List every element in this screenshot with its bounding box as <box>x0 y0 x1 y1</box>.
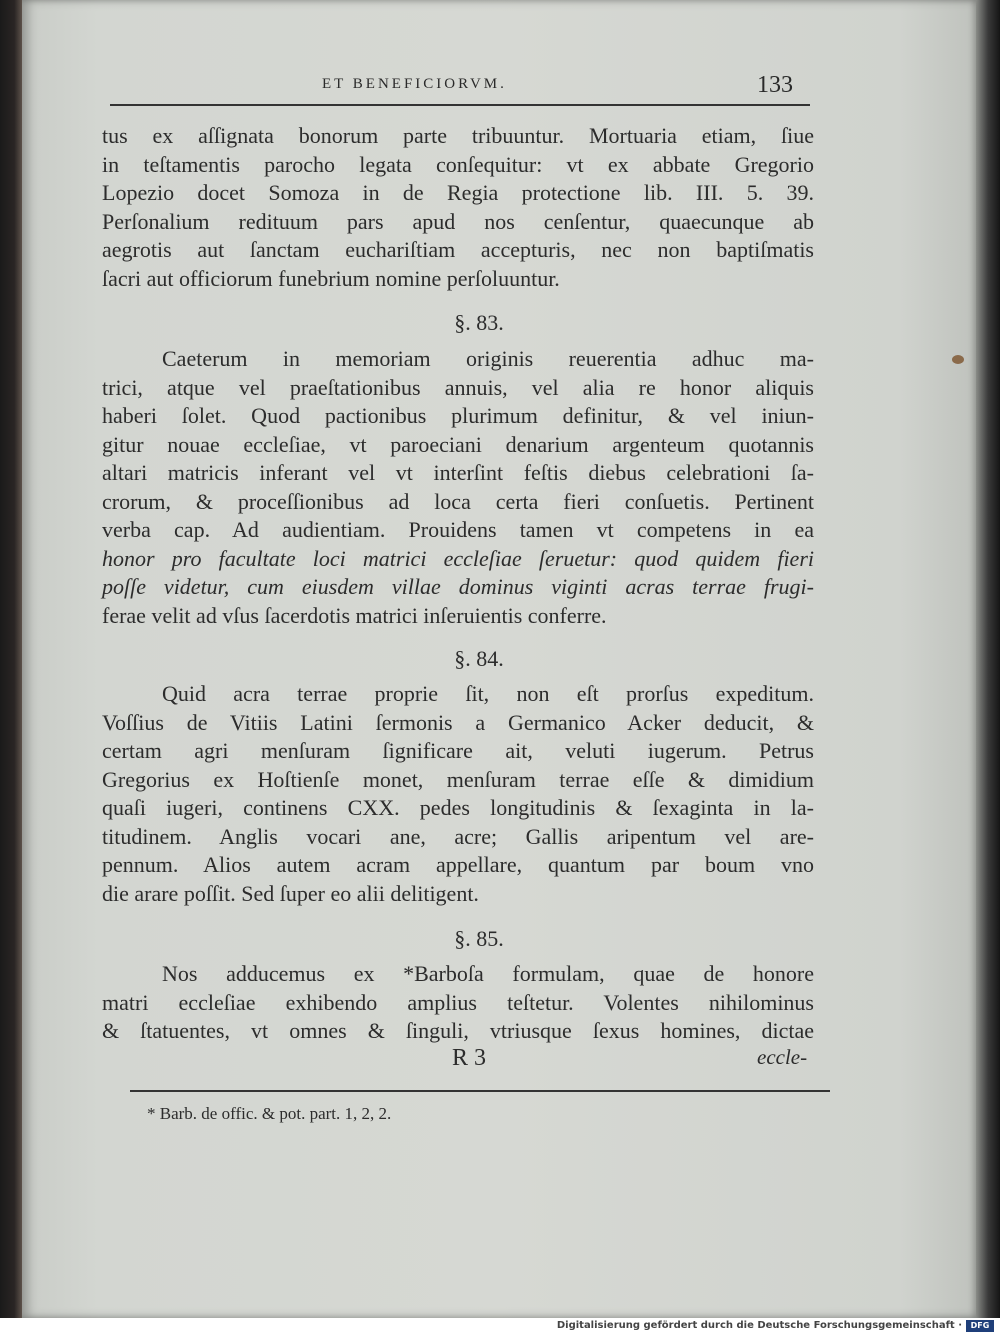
text-line: matri eccleſiae exhibendo amplius teſtetur. Volentes nihilominus <box>102 989 814 1015</box>
text-line: die arare poſſit. Sed ſuper eo alii delitigent. <box>102 880 479 906</box>
text-line: tus ex aſſignata bonorum parte tribuuntur. Mortuaria etiam, ſiue <box>102 123 814 148</box>
text-line: Quid acra terrae proprie ſit, non eſt prorſus expeditum. <box>162 681 814 706</box>
page-number: 133 <box>757 72 793 98</box>
paper-stain <box>952 355 964 364</box>
catchword: eccle- <box>757 1045 808 1069</box>
text-line: in teſtamentis parocho legata conſequitur: vt ex abbate Gregorio <box>102 151 814 177</box>
text-line: & ſtatuentes, vt omnes & ſinguli, vtriusque ſexus homines, dictae <box>102 1018 814 1043</box>
text-line: Gregorius ex Hoſtienſe monet, menſuram terrae eſſe & dimidium <box>102 766 814 792</box>
text-line: Voſſius de Vitiis Latini ſermonis a Germanico Acker deducit, & <box>102 709 814 735</box>
section-number: §. 84. <box>454 646 504 671</box>
book-edge-right <box>976 0 1000 1318</box>
text-line: poſſe videtur, cum eiusdem villae dominus viginti acras terrae frugi- <box>102 574 814 599</box>
running-head <box>22 72 976 102</box>
running-head-title: ET BENEFICIORVM. <box>322 76 507 92</box>
section-number: §. 83. <box>454 310 504 335</box>
text-line: crorum, & proceſſionibus ad loca certa fieri conſuetis. Pertinent <box>102 488 814 514</box>
text-line: trici, atque vel praeſtationibus annuis, vel alia re honor aliquis <box>102 374 814 400</box>
funding-credit: Digitalisierung gefördert durch die Deutsche Forschungsgemeinschaft · <box>556 1320 962 1331</box>
text-line: Perſonalium redituum pars apud nos cenſentur, quaecunque ab <box>102 208 814 234</box>
dfg-logo-icon: DFG <box>966 1320 994 1332</box>
footnote: * Barb. de offic. & pot. part. 1, 2, 2. <box>147 1104 392 1123</box>
section-heading-85 <box>22 926 976 952</box>
text-line: gitur nouae eccleſiae, vt paroeciani denarium argenteum quotannis <box>102 431 814 457</box>
footnote-rule <box>130 1090 830 1092</box>
text-line: quaſi iugeri, continens CXX. pedes longitudinis & ſexaginta in la- <box>102 795 814 820</box>
text-line: ſacri aut officiorum funebrium nomine perſoluuntur. <box>102 265 560 291</box>
text-line: altari matricis inferant vel vt interſint feſtis diebus celebrationi ſa- <box>102 460 814 485</box>
header-rule <box>110 104 810 106</box>
section-heading-84 <box>22 646 976 672</box>
text-line: Caeterum in memoriam originis reuerentia adhuc ma- <box>162 346 814 371</box>
text-line: titudinem. Anglis vocari ane, acre; Gallis aripentum vel are- <box>102 823 814 849</box>
paragraph-2 <box>102 345 814 630</box>
book-spine-left <box>0 0 24 1318</box>
text-line: verba cap. Ad audientiam. Prouidens tamen vt competens in ea <box>102 517 814 542</box>
book-page <box>22 0 976 1318</box>
text-line: honor pro facultate loci matrici eccleſiae ſeruetur: quod quidem fieri <box>102 545 814 571</box>
text-line: haberi ſolet. Quod pactionibus plurimum definitur, & vel iniun- <box>102 403 814 428</box>
text-line: pennum. Alios autem acram appellare, quantum par boum vno <box>102 852 814 877</box>
paragraph-3 <box>102 680 814 908</box>
text-line: Nos adducemus ex *Barboſa formulam, quae de honore <box>162 961 814 986</box>
text-line: aegrotis aut ſanctam euchariſtiam accepturis, nec non baptiſmatis <box>102 237 814 262</box>
text-line: Lopezio docet Somoza in de Regia protectione lib. III. 5. 39. <box>102 180 814 205</box>
paragraph-4 <box>102 960 814 1046</box>
digitization-footer <box>0 1318 1000 1334</box>
paragraph-1 <box>102 122 814 293</box>
signature-mark: R 3 <box>452 1045 487 1071</box>
section-number: §. 85. <box>454 926 504 951</box>
text-line: certam agri menſuram ſignificare ait, veluti iugerum. Petrus <box>102 738 814 763</box>
text-line: ferae velit ad vſus ſacerdotis matrici inſeruientis conferre. <box>102 602 607 628</box>
section-heading-83 <box>22 310 976 336</box>
